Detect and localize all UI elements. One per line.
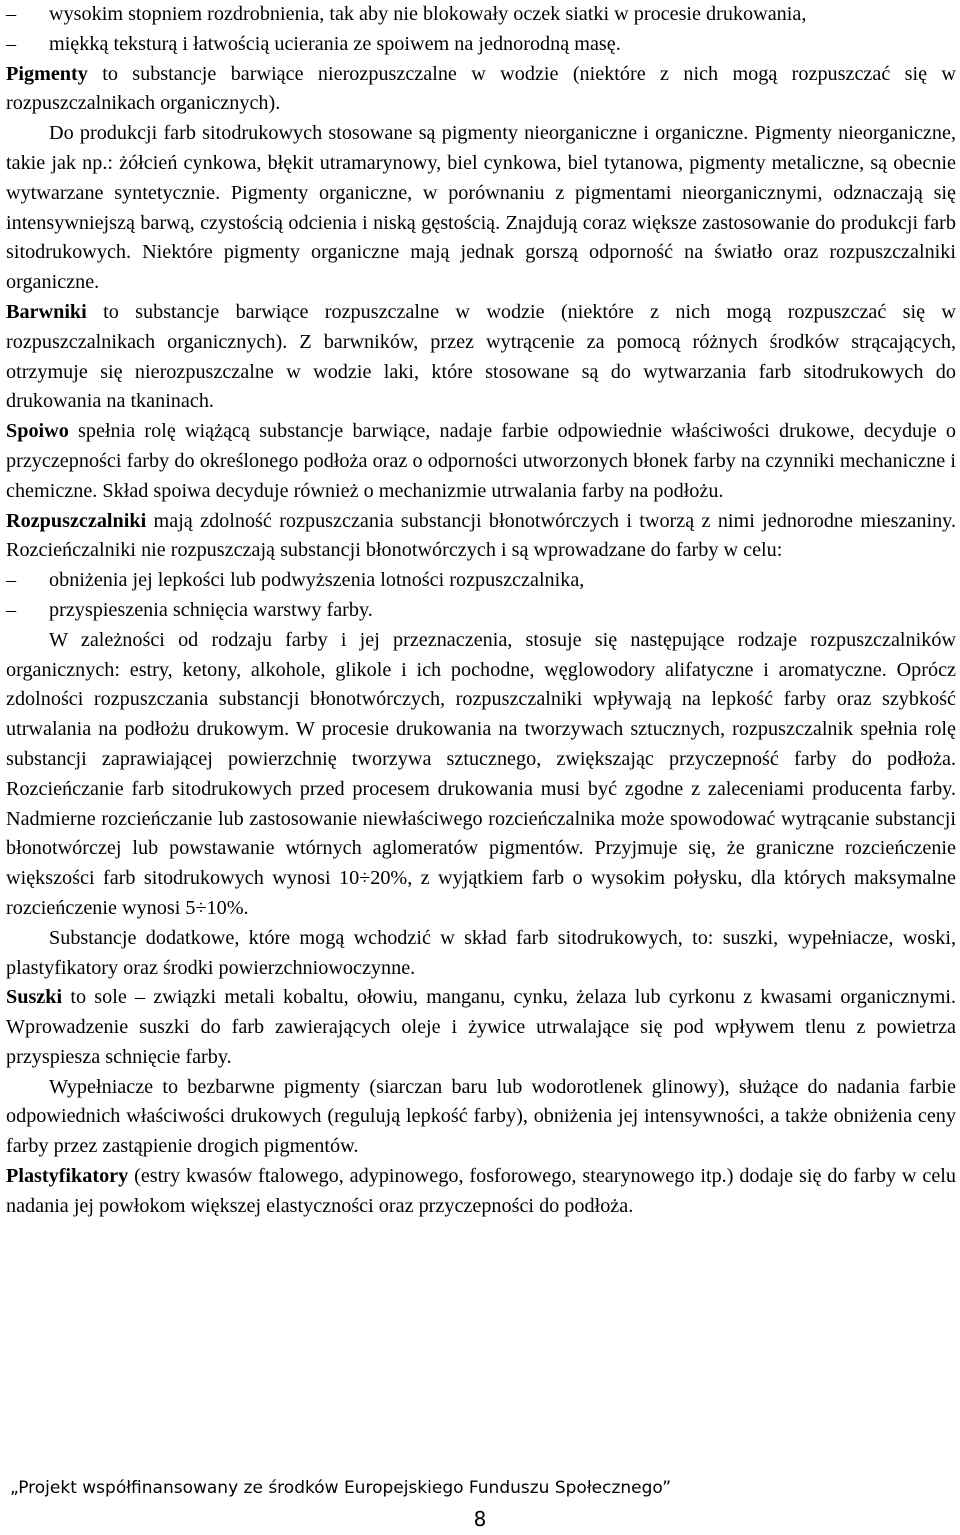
paragraph-plastyfikatory xyxy=(6,1162,956,1222)
list-item-text: przyspieszenia schnięcia warstwy farby. xyxy=(49,598,373,621)
dash-bullet: – xyxy=(6,3,17,25)
paragraph-spoiwo xyxy=(6,417,956,506)
term-plastyfikatory: Plastyfikatory xyxy=(6,1165,129,1188)
paragraph-wypelniacze: Wypełniacze to bezbarwne pigmenty (siarczan baru lub wodorotlenek glinowy), służące do nadania farbie odpowiednich właściwości drukowych (regulują lepkość farby), obniżenia jej intensywności, a także obniżenia ceny farby przez zastąpienie drogich pigmentów. xyxy=(6,1075,956,1158)
paragraph-suszki xyxy=(6,983,956,1072)
list-item xyxy=(6,566,956,596)
paragraph-text: (estry kwasów ftalowego, adypinowego, fosforowego, stearynowego itp.) dodaje się do farby w celu nadania jej powłokom większej elastyczności oraz przyczepności do podłoża. xyxy=(6,1165,956,1217)
paragraph-text: mają zdolność rozpuszczania substancji błonotwórczych i tworzą z nimi jednorodne mieszaniny. Rozcieńczalniki nie rozpuszczają substancji błonotwórczych i są wprowadzane do farby w celu: xyxy=(6,509,956,562)
paragraph-text: to sole – związki metali kobaltu, ołowiu, manganu, cynku, żelaza lub cyrkonu z kwasami organicznymi. Wprowadzenie suszki do farb zawierających oleje i żywice utrwalające się pod wpływem tlenu z powietrza przyspiesza schnięcie farby. xyxy=(6,986,956,1068)
paragraph-text: to substancje barwiące nierozpuszczalne w wodzie (niektóre z nich mogą rozpuszczać się w rozpuszczalnikach organicznych). xyxy=(6,62,956,115)
paragraph-barwniki xyxy=(6,298,956,417)
document-body xyxy=(6,0,956,1222)
paragraph-rozpuszczalniki-detail: W zależności od rodzaju farby i jej przeznaczenia, stosuje się następujące rodzaje rozpuszczalników organicznych: estry, ketony, alkohole, glikole i ich pochodne, węglowodory alifatyczne i aromatyczne. Oprócz zdolności rozpuszczania substancji błonotwórczych, rozpuszczalniki wpływają na lepkość farby oraz szybkość utrwalania na podłożu drukowym. W procesie drukowania na tworzywach sztucznych, rozpuszczalnik spełnia rolę substancji zaprawiającej powierzchnię tworzywa sztucznego, zwiększając przyczepność farby do podłoża. Rozcieńczanie farb sitodrukowych przed procesem drukowania musi być zgodne z zaleceniami producenta farby. Nadmierne rozcieńczanie lub zastosowanie niewłaściwego rozcieńczalnika może spowodować wytrącanie substancji błonotwórczej lub powstawanie wtórnych aglomeratów pigmentów. Przyjmuje się, że graniczne rozcieńczenie większości farb sitodrukowych wynosi 10÷20%, z wyjątkiem farb o wysokim połysku, dla których maksymalne rozcieńczenie wynosi 5÷10%. xyxy=(6,628,956,919)
term-rozpuszczalniki: Rozpuszczalniki xyxy=(6,509,147,532)
list-item xyxy=(6,596,956,626)
list-item-text: obniżenia jej lepkości lub podwyższenia lotności rozpuszczalnika, xyxy=(49,569,585,592)
list-item-text: wysokim stopniem rozdrobnienia, tak aby nie blokowały oczek siatki w procesie drukowania, xyxy=(49,3,807,25)
term-spoiwo: Spoiwo xyxy=(6,420,69,443)
dash-bullet: – xyxy=(6,569,17,592)
dash-bullet: – xyxy=(6,32,17,55)
paragraph-pigmenty-detail: Do produkcji farb sitodrukowych stosowane są pigmenty nieorganiczne i organiczne. Pigmenty nieorganiczne, takie jak np.: żółcień cynkowa, błękit utramarynowy, biel cynkowa, biel tytanowa, pigmenty metaliczne, są obecnie wytwarzane syntetycznie. Pigmenty organiczne, w porównaniu z pigmentami nieorganicznymi, odznaczają się intensywniejszą barwą, czystością odcienia i niską gęstością. Znajdują coraz większe zastosowanie do produkcji farb sitodrukowych. Niektóre pigmenty organiczne mają jednak gorszą odporność na światło oraz rozpuszczalniki organiczne. xyxy=(6,122,956,294)
list-item xyxy=(6,30,956,60)
page-number: 8 xyxy=(473,1507,487,1531)
paragraph-rozpuszczalniki xyxy=(6,507,956,567)
dash-bullet: – xyxy=(6,598,17,621)
term-pigmenty: Pigmenty xyxy=(6,62,88,85)
term-suszki: Suszki xyxy=(6,986,63,1009)
paragraph-text: spełnia rolę wiążącą substancje barwiące, nadaje farbie odpowiednie właściwości drukowe, decyduje o przyczepności farby do określonego podłoża oraz o odporności utworzonych błonek farby na czynniki mechaniczne i chemiczne. Skład spoiwa decyduje również o mechanizmie utrwalania farby na podłożu. xyxy=(6,420,956,502)
list-item-text: miękką teksturą i łatwością ucierania ze spoiwem na jednorodną masę. xyxy=(49,32,621,55)
term-barwniki: Barwniki xyxy=(6,300,87,323)
list-item xyxy=(6,0,956,30)
paragraph-substancje-dodatkowe: Substancje dodatkowe, które mogą wchodzić w skład farb sitodrukowych, to: suszki, wypełniacze, woski, plastyfikatory oraz środki powierzchniowoczynne. xyxy=(6,926,956,979)
page-footer: „Projekt współfinansowany ze środków Europejskiego Funduszu Społecznego” xyxy=(10,1478,672,1498)
paragraph-text: to substancje barwiące rozpuszczalne w wodzie (niektóre z nich mogą rozpuszczać się w rozpuszczalnikach organicznych). Z barwników, przez wytrącenie za pomocą różnych środków strącających, otrzymuje się nierozpuszczalne w wodzie laki, które stosowane są do wytwarzania farb sitodrukowych do drukowania na tkaninach. xyxy=(6,300,956,413)
paragraph-pigmenty xyxy=(6,60,956,120)
